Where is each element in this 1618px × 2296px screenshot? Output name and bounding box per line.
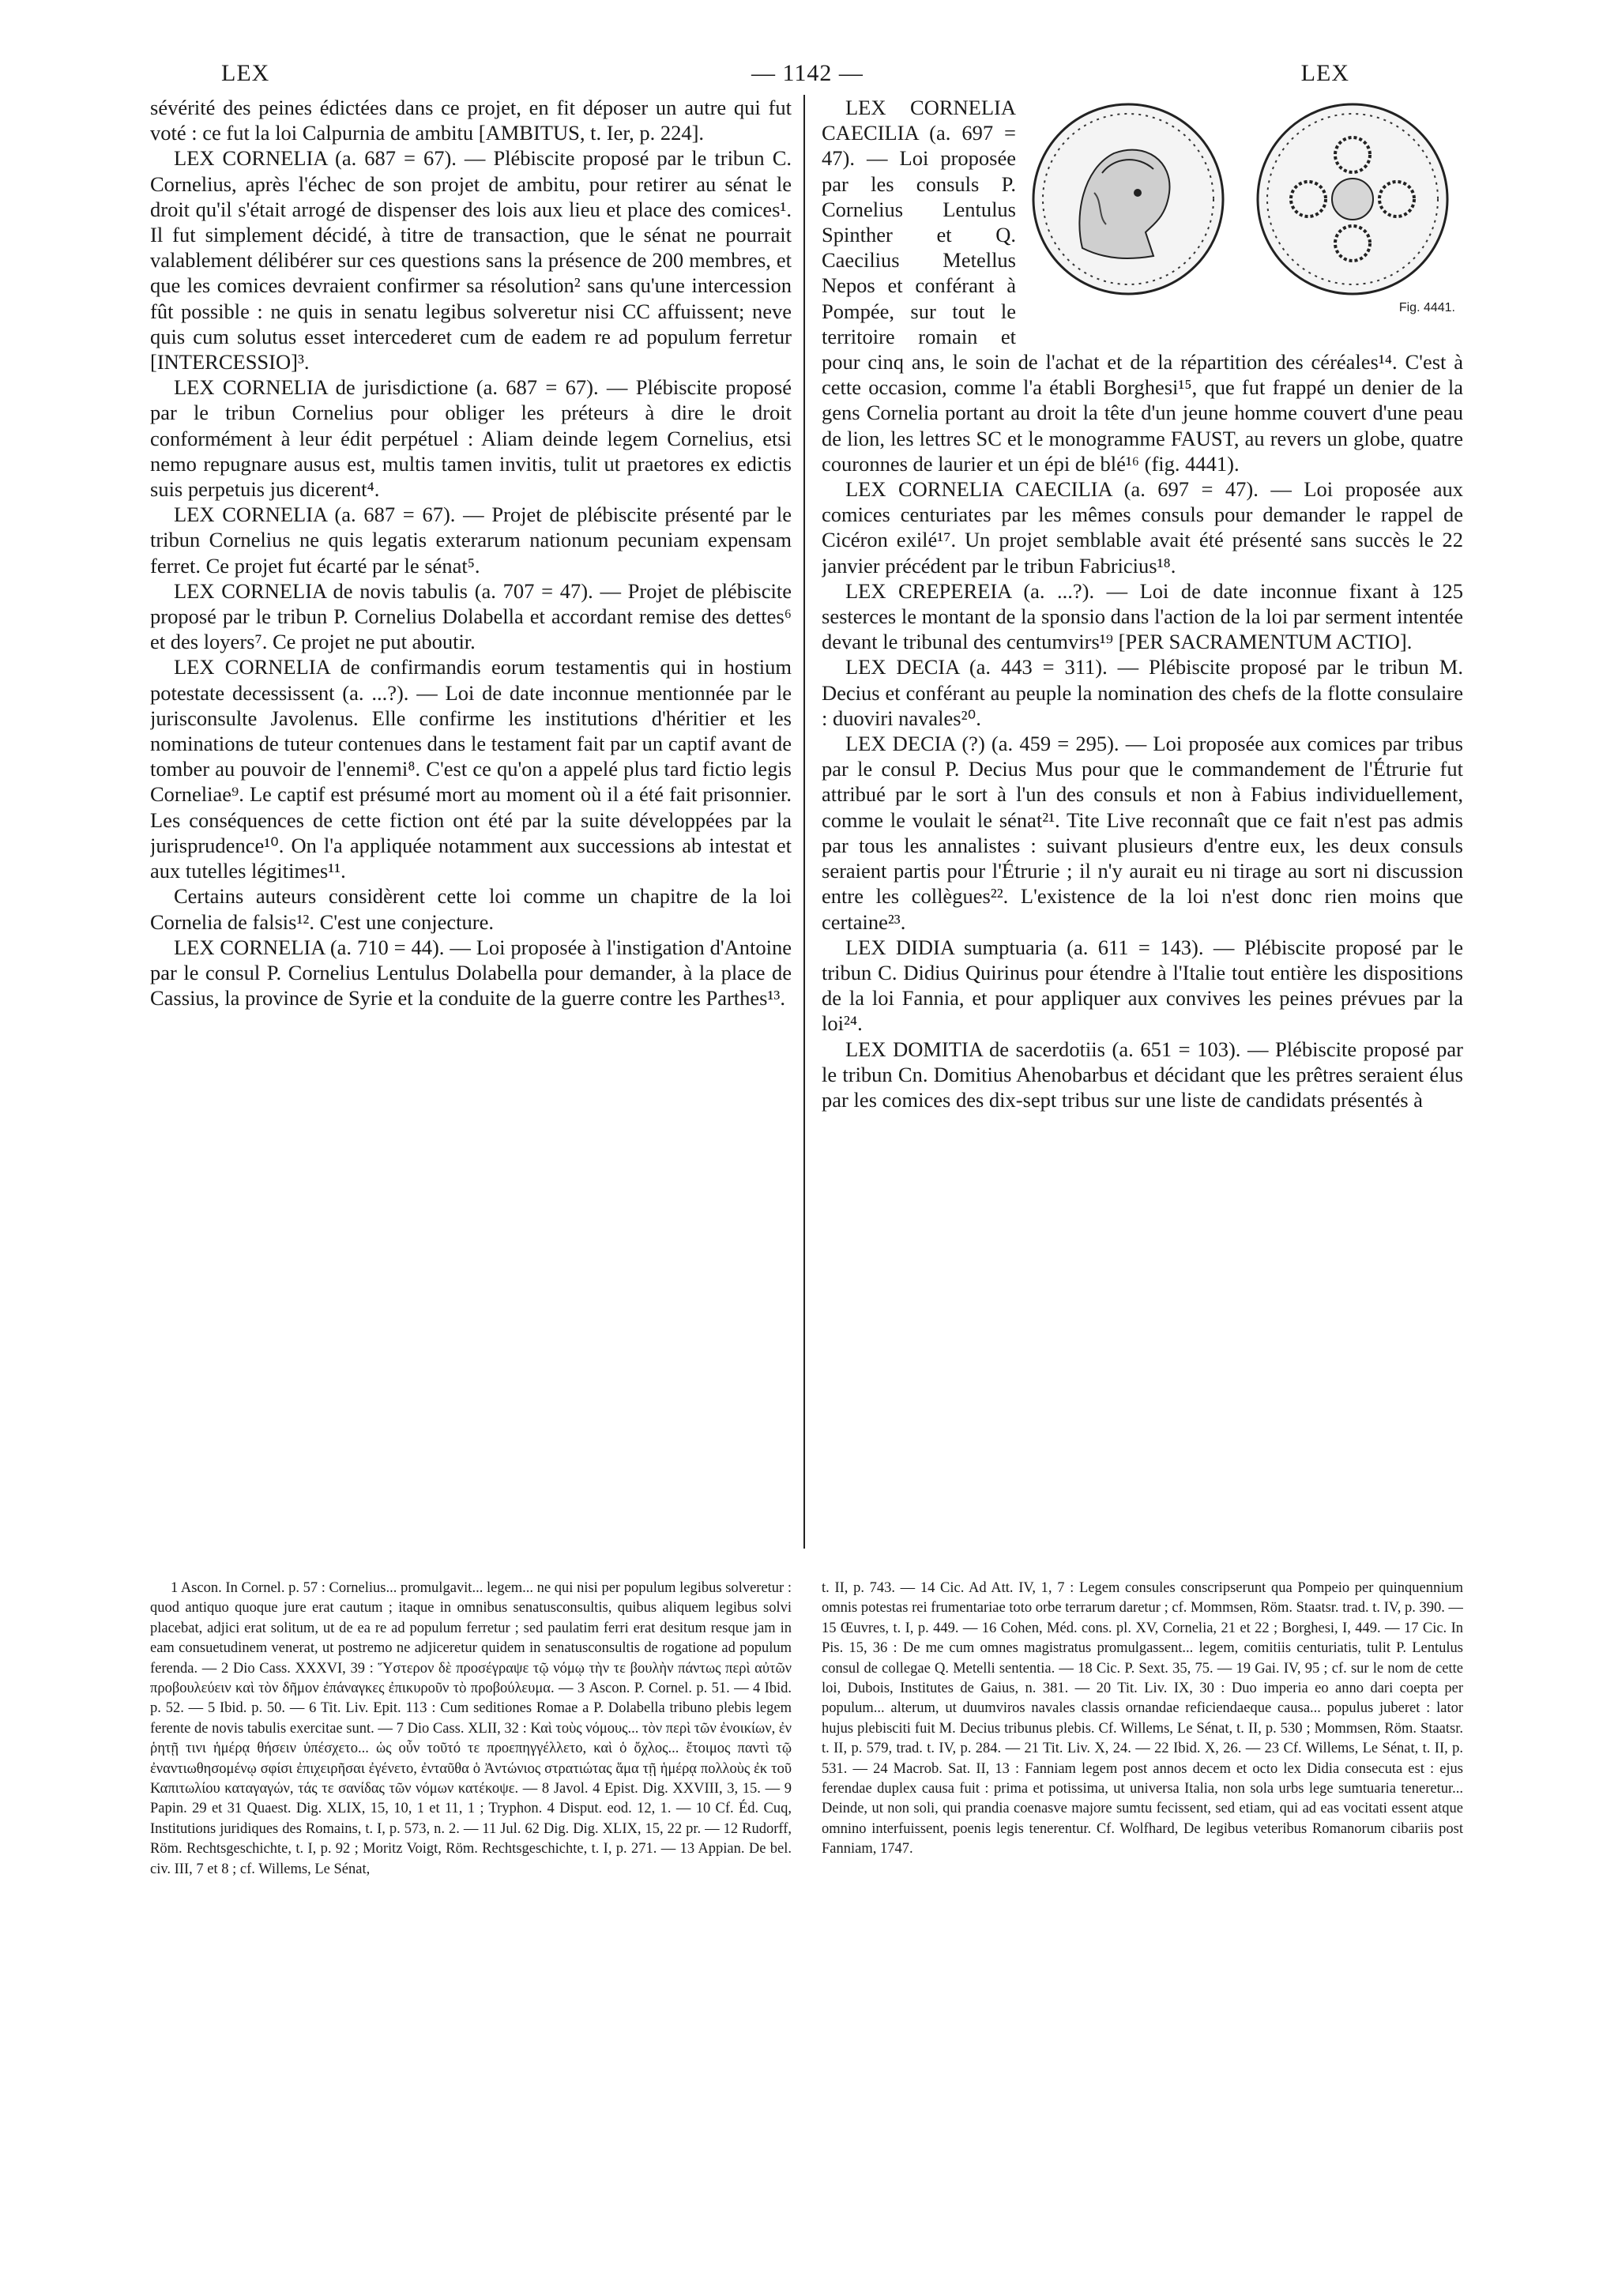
entry-lex-decia-459: LEX DECIA (?) (a. 459 = 295). — Loi proposée aux comices par tribus par le consul P. Decius Mus pour que le commandement de l'Étrurie fut attribué par le sort à l'un des consuls et non à Fabius individuellement, comme le voulait le sénat²¹. Tite Live reconnaît que ce fait n'est pas admis par tous les annalistes : suivant plusieurs d'entre eux, les deux consuls seraient partis pour l'Étrurie ; il n'y aurait eu ni tirage au sort ni discussion entre les collègues²². L'existence de la loi n'est donc rien moins que certaine²³. [822, 732, 1463, 934]
entry-lex-cornelia-legatis: LEX CORNELIA (a. 687 = 67). — Projet de plébiscite présenté par le tribun Cornelius ne quis legatis exterarum nationum pecuniam expensam ferret. Ce projet fut écarté par le sénat⁵. [150, 502, 792, 578]
page-number: — 1142 — [751, 60, 864, 86]
entry-lex-domitia: LEX DOMITIA de sacerdotiis (a. 651 = 103). — Plébiscite proposé par le tribun Cn. Domitius Ahenobarbus et décidant que les prêtres seraient élus par les comices des dix-sept tribus sur une liste de candidats présentés à [822, 1037, 1463, 1112]
paragraph: sévérité des peines édictées dans ce projet, en fit déposer un autre qui fut voté : ce fut la loi Calpurnia de ambitu [AMBITUS, t. Ier, p. 224]. [150, 96, 792, 145]
entry-lex-didia: LEX DIDIA sumptuaria (a. 611 = 143). — Plébiscite proposé par le tribun C. Didius Quirinus pour étendre à l'Italie tout entière les dispositions de la loi Fannia, et pour appliquer aux convives les peines prévues par la loi²⁴. [822, 935, 1463, 1036]
running-header [149, 60, 1466, 92]
right-column [822, 95, 1463, 1549]
figure-caption: Fig. 4441. [1398, 300, 1455, 314]
entry-lex-cornelia-testamentis: LEX CORNELIA de confirmandis eorum testamentis qui in hostium potestate decessissent (a. ...?). — Loi de date inconnue mentionnée par le jurisconsulte Javolenus. Elle confirme les institutions d'héritier et les nominations de tuteur contenues dans le testament fait par un captif avant de tomber au pouvoir de l'ennemi⁸. C'est ce qu'on a appelé plus tard fictio legis Corneliae⁹. Le captif est présumé mort au moment où il a été fait prisonnier. Les conséquences de cette fiction ont été par la suite développées par la jurisprudence¹⁰. On l'a appliquée notamment aux successions ab intestat et aux tutelles légitimes¹¹. [150, 655, 792, 883]
entry-lex-cornelia-687: LEX CORNELIA (a. 687 = 67). — Plébiscite proposé par le tribun C. Cornelius, après l'échec de son projet de ambitu, pour retirer au sénat le droit qu'il s'était arrogé de dispenser des lois aux lieu et place des comices¹. Il fut simplement décidé, à titre de transaction, que le sénat ne pourrait valablement délibérer sur ces questions sans la présence de 200 membres, et que les comices devraient confirmer sa résolution² sans qu'une intercession fût possible : ne quis in senatu legibus solveretur nisi CC affuissent; neve quis cum solutus esset intercederet cum de eadem re ad populum ferretur [INTERCESSIO]³. [150, 146, 792, 375]
coin-reverse-image [1251, 98, 1454, 300]
entry-lex-cornelia-novis-tabulis: LEX CORNELIA de novis tabulis (a. 707 = 47). — Projet de plébiscite proposé par le tribun P. Cornelius Dolabella et accordant remise des dettes⁶ et des loyers⁷. Ce projet ne put aboutir. [150, 578, 792, 654]
footnote-block: 1 Ascon. In Cornel. p. 57 : Cornelius... promulgavit... legem... ne qui nisi per populum legibus solveretur : quod antiquo quoque jure erat cautum ; itaque in omnibus senatusconsultis, quibus aliquem legibus solvi placebat, adjici erat solitum, ut de ea re ad populum ferretur ; sed paulatim ferri erat desitum resque jam in eam consuetudinem venerat, ut postremo ne adjiceretur quidem in senatusconsultis de rogatione ad populum ferenda. — 2 Dio Cass. XXXVI, 39 : Ὕστερον δὲ προσέγραψε τῷ νόμῳ τὴν τε βουλὴν πάντως περὶ αὐτῶν προβουλεύειν καὶ τὸν δῆμον ἐπάναγκες ἐπικυροῦν τὸ προβούλευμα. — 3 Ascon. P. Cornel. p. 51. — 4 Ibid. p. 52. — 5 Ibid. p. 50. — 6 Tit. Liv. Epit. 113 : Cum seditiones Romae a P. Dolabella tribuno plebis legem ferente de novis tabulis exercitae sunt. — 7 Dio Cass. XLII, 32 : Καὶ τοὺς νόμους... τὸν περὶ τῶν ἐνοικίων, ἐν ῥητῇ τινι ἡμέρᾳ θήσειν ὑπέσχετο... ὡς οὖν τοῦτό τε προεπηγγέλλετο, καὶ ὁ ὄχλος... ἕτοιμος παντὶ τῷ ἐναντιωθησομένῳ σφίσι ἐπιχειρῆσαι ἐγένετο, ἐνταῦθα ὁ Ἀντώνιος στρατιώτας ἅμα τῇ ἡμέρᾳ πολλοὺς ἐκ τοῦ Καπιτωλίου καταγαγών, τάς τε σανίδας τῶν νόμων κατέκοψε. — 8 Javol. 4 Epist. Dig. XXVIII, 3, 15. — 9 Papin. 29 et 31 Quaest. Dig. XLIX, 15, 10, 1 et 11, 1 ; Tryphon. 4 Disput. eod. 12, 1. — 10 Cf. Éd. Cuq, Institutions juridiques des Romains, t. I, p. 573, n. 2. — 11 Jul. 62 Dig. Dig. XLIX, 15, 22 pr. — 12 Rudorff, Röm. Rechtsgeschichte, t. I, p. 92 ; Moritz Voigt, Röm. Rechtsgeschichte, t. I, p. 271. — 13 Appian. De bel. civ. III, 7 et 8 ; cf. Willems, Le Sénat, [150, 1580, 792, 1877]
entry-lex-cornelia-710: LEX CORNELIA (a. 710 = 44). — Loi proposée à l'instigation d'Antoine par le consul P. Cornelius Lentulus Dolabella pour demander, à la place de Cassius, la province de Syrie et la conduite de la guerre contre les Parthes¹³. [150, 935, 792, 1011]
column-divider [803, 95, 805, 1549]
coin-obverse-image [1027, 98, 1229, 300]
entry-lex-cornelia-caecilia-1: LEX CORNELIA CAECILIA (a. 697 = 47). — Loi proposée par les consuls P. Cornelius Lentulus Spinther et Q. Caecilius Metellus Nepos et conférant à Pompée, sur tout le territoire romain et pour cinq ans, le soin de l'achat et de la répartition des céréales¹⁴. C'est à cette occasion, comme l'a établi Borghesi¹⁵, que fut frappé un denier de la gens Cornelia portant au droit la tête d'un jeune homme couvert d'une peau de lion, les lettres SC et le monogramme FAUST, au revers un globe, quatre couronnes de laurier et un épi de blé¹⁶ (fig. 4441). [822, 96, 1463, 476]
entry-lex-decia-443: LEX DECIA (a. 443 = 311). — Plébiscite proposé par le tribun M. Decius et conférant au peuple la nomination des chefs de la flotte consulaire : duoviri navales²⁰. [822, 655, 1463, 730]
footnotes-right [822, 1579, 1463, 2195]
entry-lex-crepereia: LEX CREPEREIA (a. ...?). — Loi de date inconnue fixant à 125 sesterces le montant de la sponsio dans l'action de la loi par serment intentée devant le tribunal des centumvirs¹⁹ [PER SACRAMENTUM ACTIO]. [822, 578, 1463, 654]
left-column [150, 95, 792, 1549]
figure-4441 [1024, 98, 1463, 327]
entry-lex-cornelia-caecilia-2: LEX CORNELIA CAECILIA (a. 697 = 47). — Loi proposée aux comices centuriates par les mêmes consuls pour demander le rappel de Cicéron exilé¹⁷. Un projet semblable avait été présenté sans succès le 22 janvier précédent par le tribun Fabricius¹⁸. [822, 477, 1463, 578]
footnotes-left [150, 1579, 792, 2195]
header-left: LEX [221, 60, 270, 86]
header-right: LEX [1300, 60, 1349, 86]
entry-lex-cornelia-jurisdictione: LEX CORNELIA de jurisdictione (a. 687 = 67). — Plébiscite proposé par le tribun Cornelius pour obliger les préteurs à dire le droit conformément à leur édit perpétuel : Aliam deinde legem Cornelius, etsi nemo repugnare ausus est, multis tamen invitis, tulit ut praetores ex edictis suis perpetuis jus dicerent⁴. [150, 375, 792, 502]
paragraph: Certains auteurs considèrent cette loi comme un chapitre de la loi Cornelia de falsis¹². C'est une conjecture. [150, 884, 792, 934]
footnote-block: t. II, p. 743. — 14 Cic. Ad Att. IV, 1, 7 : Legem consules conscripserunt qua Pompeio per quinquennium omnis potestas rei frumentariae toto orbe terrarum daretur ; cf. Mommsen, Röm. Staatsr. trad. t. IV, p. 390. — 15 Œuvres, t. I, p. 449. — 16 Cohen, Méd. cons. pl. XV, Cornelia, 21 et 22 ; Borghesi, I, 449. — 17 Cic. In Pis. 15, 36 : De me cum omnes magistratus promulgassent... legem, comitiis centuriatis, tulit P. Lentulus consul de collegae Q. Metelli sententia. — 18 Cic. P. Sext. 35, 75. — 19 Gai. IV, 95 ; cf. sur le nom de cette loi, Dubois, Institutes de Gaius, n. 381. — 20 Tit. Liv. IX, 30 : Duo imperia eo anno dari coepta per populum... alterum, ut duumviros navales classis ornandae reficiendaeque causa... populus juberet : lator hujus plebisciti fuit M. Decius tribunus plebis. Cf. Willems, Le Sénat, t. II, p. 530 ; Mommsen, Röm. Staatsr. t. II, p. 579, trad. t. IV, p. 284. — 21 Tit. Liv. X, 24. — 22 Ibid. X, 26. — 23 Cf. Willems, Le Sénat, t. II, p. 531. — 24 Macrob. Sat. II, 13 : Fanniam legem post annos decem et octo lex Didia consecuta est : ejus ferendae duplex causa fuit : prima et potissima, ut universa Italia, non sola urbs lege sumtuaria teneretur... Deinde, ut non soli, qui prandia coenasve majore sumtu fecissent, sed etiam, qui ad eas vocitati essent atque omnino interfuissent, poenis legis tenerentur. Cf. Wolfhard, De legibus veteribus Romanorum cibariis post Fanniam, 1747. [822, 1580, 1463, 1858]
